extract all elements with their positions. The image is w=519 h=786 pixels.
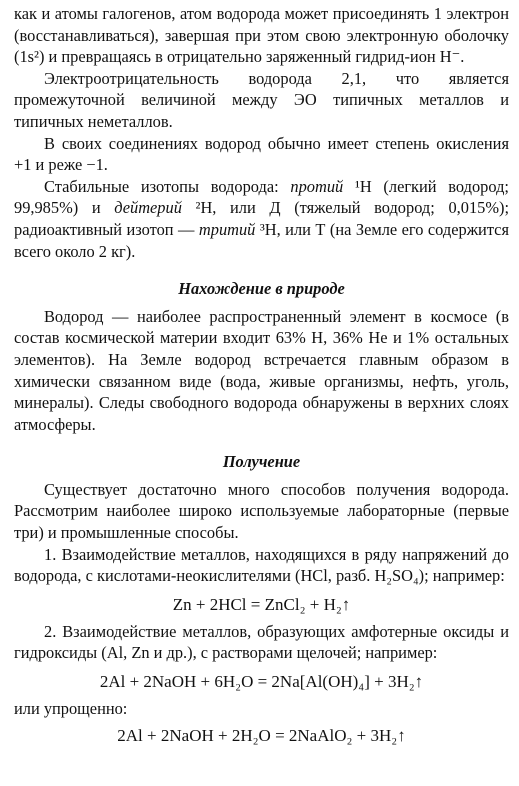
equation-aluminium-naoh-simplified: 2Al + 2NaOH + 2H₂O = 2NaAlO₂ + 3H₂↑: [117, 725, 406, 745]
isotope-deuterium: дейтерий: [114, 198, 182, 218]
paragraph-production-intro: Существует достаточно много способов получения водорода. Рассмотрим наиболее широко используемые лабораторные (первые три) и промышленные способы.: [14, 479, 509, 543]
section-heading-production: Получение: [222, 452, 301, 472]
isotopes-text-b: ¹H (легкий водород; 99,985%) и: [14, 176, 509, 218]
isotopes-text-c: ²H, или Д (тяжелый водород; 0,015%); радиоактивный изотоп —: [14, 198, 509, 239]
paragraph-occurrence: Водород — наиболее распространенный элемент в космосе (в состав космической материи входит 63% H, 36% He и 1% остальных элементов). На Земле водород встречается главным образом в химически связанном виде (вода, живые организмы, нефть, уголь, минералы). Следы свободного водорода обнаружены в верхних слоях атмосферы.: [14, 306, 509, 434]
equation-aluminium-naoh-complex: 2Al + 2NaOH + 6H₂O = 2Na[Al(OH)₄] + 3H₂↑: [99, 672, 424, 692]
paragraph-electronegativity: Электроотрицательность водорода 2,1, что является промежуточной величиной между ЭО типичных металлов и типичных неметаллов.: [14, 68, 509, 131]
paragraph-method-2: 2. Взаимодействие металлов, образующих амфотерные оксиды и гидроксиды (Al, Zn и др.), с растворами щелочей; например:: [14, 621, 509, 663]
paragraph-simplified: или упрощенно:: [14, 699, 128, 719]
equation-zinc-hcl: Zn + 2HCl = ZnCl₂ + H₂↑: [172, 594, 351, 614]
paragraph-hydride: как и атомы галогенов, атом водорода может присоединять 1 электрон (восстанавливаться), завершая при этом свою электронную оболочку (1s²) и превращаясь в отрицательно заряженный гидрид-ион H⁻.: [14, 4, 509, 67]
isotopes-text-a: Стабильные изотопы водорода:: [44, 176, 291, 196]
paragraph-oxidation-state: В своих соединениях водород обычно имеет степень окисления +1 и реже −1.: [14, 133, 509, 175]
section-heading-occurrence: Нахождение в природе: [178, 279, 345, 299]
isotope-tritium: тритий: [198, 219, 256, 239]
isotope-protium: протий: [290, 176, 344, 196]
isotopes-text-d: ³H, или Т (на Земле его содержится всего около 2 кг).: [14, 219, 509, 261]
paragraph-method-1: 1. Взаимодействие металлов, находящихся в ряду напряжений до водорода, с кислотами-неокислителями (HCl, разб. H₂SO₄); например:: [14, 544, 509, 586]
paragraph-isotopes: [14, 176, 509, 262]
